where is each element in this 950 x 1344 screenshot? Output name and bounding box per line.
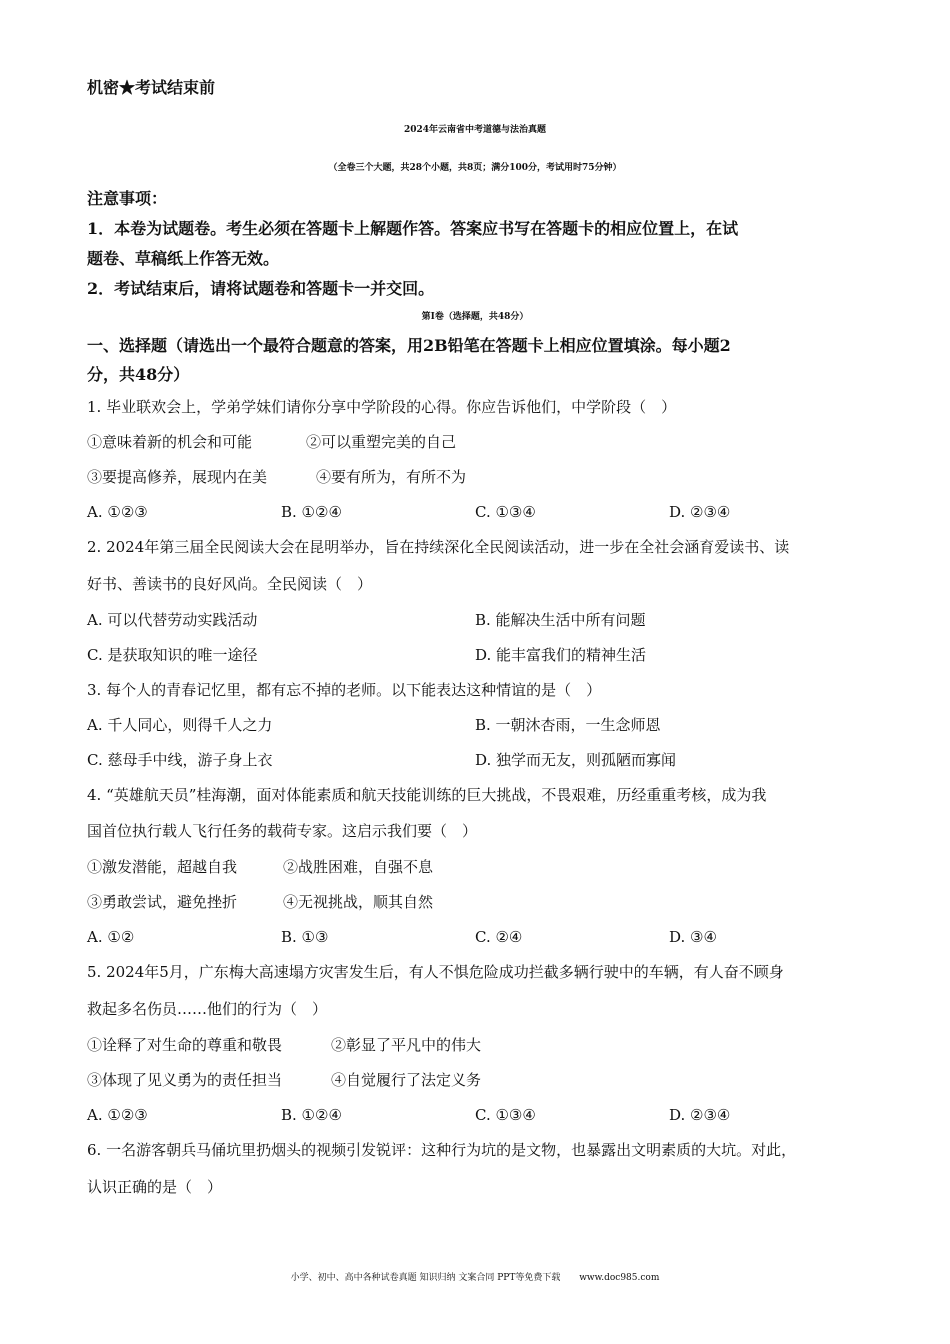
q4-option-d: D. ③④	[669, 928, 717, 946]
exam-subtitle: （全卷三个大题，共28个小题，共8页；满分100分，考试用时75分钟）	[328, 163, 622, 173]
q2-option-d: D. 能丰富我们的精神生活	[475, 646, 647, 664]
q4-stem-line-2: 国首位执行载人飞行任务的载荷专家。这启示我们要（ ）	[87, 822, 478, 840]
q3-option-c: C. 慈母手中线，游子身上衣	[87, 751, 273, 769]
notice-item-2: 2．考试结束后，请将试题卷和答题卡一并交回。	[87, 279, 435, 298]
q1-option-b: B. ①②④	[281, 503, 342, 521]
q1-statement-2: ②可以重塑完美的自己	[306, 433, 457, 451]
page-footer	[0, 1270, 950, 1283]
q1-option-a: A. ①②③	[87, 503, 148, 521]
q5-statement-1: ①诠释了对生命的尊重和敬畏	[87, 1036, 283, 1054]
q4-option-b: B. ①③	[281, 928, 329, 946]
q4-statement-3: ③勇敢尝试，避免挫折	[87, 893, 238, 911]
q4-stem-line-1: 4. “英雄航天员”桂海潮，面对体能素质和航天技能训练的巨大挑战，不畏艰难，历经重重考核，成为我	[87, 786, 767, 804]
q6-stem-line-2: 认识正确的是（ ）	[87, 1178, 223, 1196]
q1-stem: 1. 毕业联欢会上，学弟学妹们请你分享中学阶段的心得。你应告诉他们，中学阶段（ ）	[87, 398, 677, 416]
footer-ad-text: 小学、初中、高中各种试卷真题 知识归纳 文案合同 PPT等免费下载	[290, 1273, 561, 1283]
q4-option-a: A. ①②	[87, 928, 135, 946]
volume-heading: 第Ⅰ卷（选择题，共48分）	[421, 312, 529, 322]
q1-option-d: D. ②③④	[669, 503, 731, 521]
q5-stem-line-1: 5. 2024年5月，广东梅大高速塌方灾害发生后，有人不惧危险成功拦截多辆行驶中的车辆，有人奋不顾身	[87, 963, 784, 981]
notice-item-1-line-1: 1．本卷为试题卷。考生必须在答题卡上解题作答。答案应书写在答题卡的相应位置上，在试	[87, 219, 739, 238]
q4-statement-1: ①激发潜能，超越自我	[87, 858, 238, 876]
exam-title: 2024年云南省中考道德与法治真题	[403, 125, 547, 135]
q1-statement-3: ③要提高修养，展现内在美	[87, 468, 268, 486]
q5-option-b: B. ①②④	[281, 1106, 342, 1124]
q1-statement-4: ④要有所为，有所不为	[316, 468, 467, 486]
part-1-heading-line-2: 分，共48分）	[87, 365, 190, 384]
q4-statement-2: ②战胜困难，自强不息	[283, 858, 434, 876]
q3-stem: 3. 每个人的青春记忆里，都有忘不掉的老师。以下能表达这种情谊的是（ ）	[87, 681, 602, 699]
q2-option-b: B. 能解决生活中所有问题	[475, 611, 646, 629]
q5-stem-line-2: 救起多名伤员……他们的行为（ ）	[87, 1000, 328, 1018]
q3-option-a: A. 千人同心，则得千人之力	[87, 716, 273, 734]
q6-stem-line-1: 6. 一名游客朝兵马俑坑里扔烟头的视频引发锐评：这种行为坑的是文物，也暴露出文明素质的大坑。对此，	[87, 1141, 797, 1159]
notice-heading: 注意事项：	[87, 189, 168, 208]
q2-option-a: A. 可以代替劳动实践活动	[87, 611, 258, 629]
q5-statement-4: ④自觉履行了法定义务	[331, 1071, 482, 1089]
q5-statement-3: ③体现了见义勇为的责任担当	[87, 1071, 283, 1089]
q2-option-c: C. 是获取知识的唯一途径	[87, 646, 258, 664]
q5-statement-2: ②彰显了平凡中的伟大	[331, 1036, 482, 1054]
footer-url-link[interactable]: www.doc985.com	[579, 1273, 660, 1283]
q4-option-c: C. ②④	[475, 928, 523, 946]
q5-option-d: D. ②③④	[669, 1106, 731, 1124]
q5-option-c: C. ①③④	[475, 1106, 536, 1124]
confidential-label: 机密★考试结束前	[87, 78, 216, 97]
q1-statement-1: ①意味着新的机会和可能	[87, 433, 253, 451]
q2-stem-line-1: 2. 2024年第三届全民阅读大会在昆明举办，旨在持续深化全民阅读活动，进一步在全社会涵育爱读书、读	[87, 538, 790, 556]
notice-item-1-line-2: 题卷、草稿纸上作答无效。	[87, 249, 280, 268]
q3-option-b: B. 一朝沐杏雨，一生念师恩	[475, 716, 661, 734]
q3-option-d: D. 独学而无友，则孤陋而寡闻	[475, 751, 677, 769]
part-1-heading-line-1: 一、选择题（请选出一个最符合题意的答案，用2B铅笔在答题卡上相应位置填涂。每小题2	[87, 336, 731, 355]
q5-option-a: A. ①②③	[87, 1106, 148, 1124]
q4-statement-4: ④无视挑战，顺其自然	[283, 893, 434, 911]
q1-option-c: C. ①③④	[475, 503, 536, 521]
q2-stem-line-2: 好书、善读书的良好风尚。全民阅读（ ）	[87, 575, 373, 593]
